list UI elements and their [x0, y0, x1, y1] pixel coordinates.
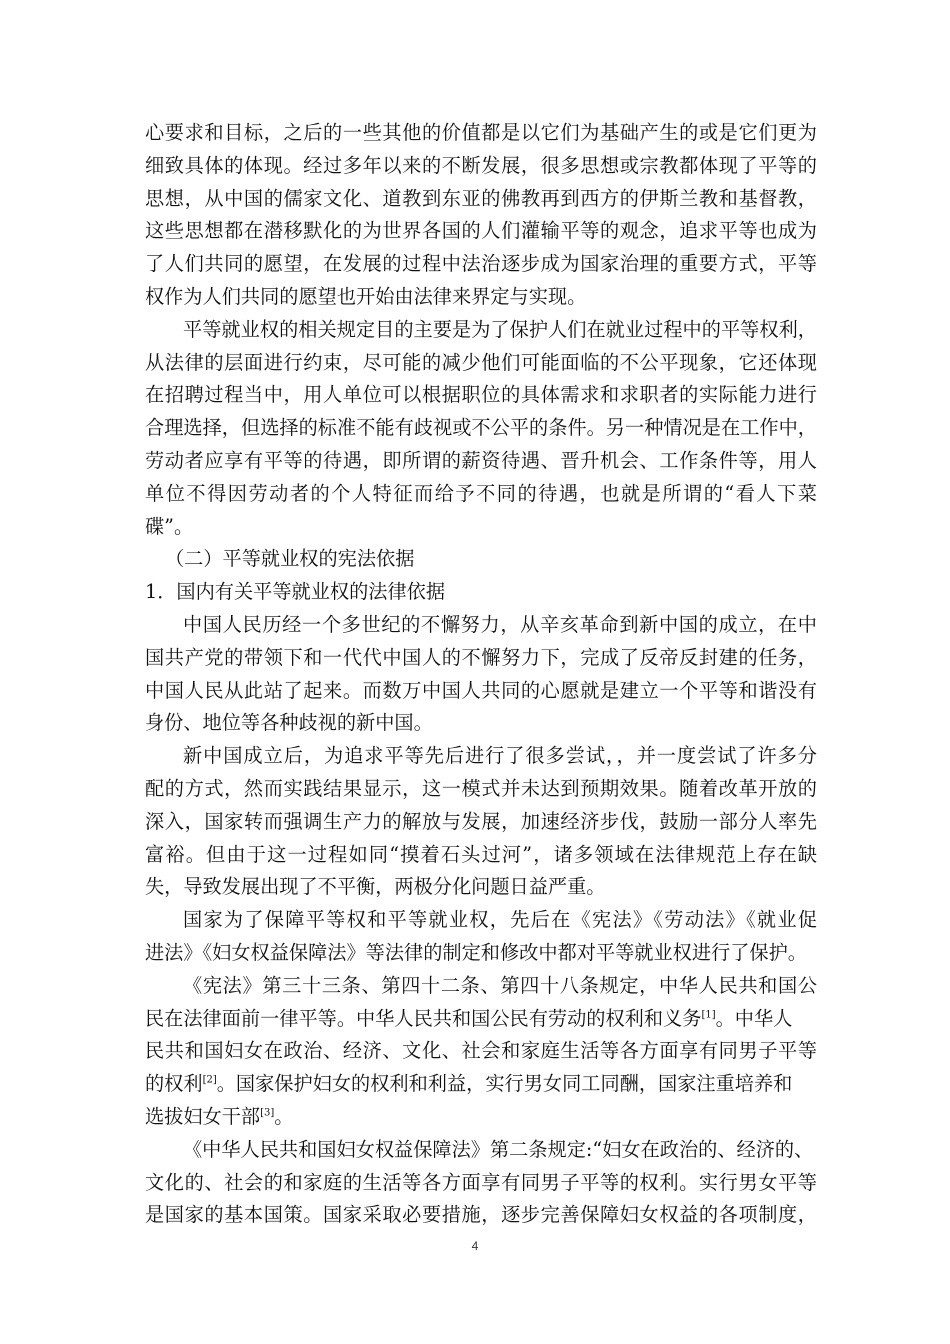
- page-number: 4: [471, 1239, 479, 1253]
- paragraph-first-line: 《中华人民共和国妇女权益保障法》第二条规定:“妇女在政治的、经济的、: [183, 1137, 814, 1161]
- text-line: 文化的、社会的和家庭的生活等各方面享有同男子平等的权利。实行男女平等: [145, 1170, 817, 1194]
- text-line: 细致具体的体现。经过多年以来的不断发展，很多思想或宗教都体现了平等的: [145, 153, 817, 177]
- body-text: [145, 117, 817, 1232]
- text-line: 国共产党的带领下和一代代中国人的不懈努力下，完成了反帝反封建的任务，: [145, 645, 817, 669]
- text-line: 进法》《妇女权益保障法》等法律的制定和修改中都对平等就业权进行了保护。: [145, 940, 807, 964]
- text-line: 失，导致发展出现了不平衡，两极分化问题日益严重。: [145, 875, 606, 899]
- paragraph-first-line: 平等就业权的相关规定目的主要是为了保护人们在就业过程中的平等权利，: [183, 317, 817, 341]
- citation-ref-1: [1]: [701, 1009, 716, 1021]
- text-line: 中国人民从此站了起来。而数万中国人共同的心愿就是建立一个平等和谐没有: [145, 678, 817, 702]
- text-line: 从法律的层面进行约束，尽可能的减少他们可能面临的不公平现象，它还体现: [145, 350, 817, 374]
- text-line: 权作为人们共同的愿望也开始由法律来界定与实现。: [145, 284, 587, 308]
- text-line: 在招聘过程当中，用人单位可以根据职位的具体需求和求职者的实际能力进行: [145, 383, 817, 407]
- text-line: 这些思想都在潜移默化的为世界各国的人们灌输平等的观念，追求平等也成为: [145, 219, 817, 243]
- citation-ref-2: [2]: [202, 1074, 217, 1086]
- text-segment: 。国家保护妇女的权利和利益，实行男女同工同酬，国家注重培养和: [216, 1072, 793, 1096]
- text-line: 民共和国妇女在政治、经济、文化、社会和家庭生活等各方面享有同男子平等: [145, 1039, 817, 1063]
- section-heading: （二）平等就业权的宪法依据: [165, 547, 415, 571]
- paragraph-first-line: 《宪法》第三十三条、第四十二条、第四十八条规定，中华人民共和国公: [183, 973, 817, 997]
- text-segment: 的权利: [145, 1072, 203, 1096]
- paragraph-first-line: 国家为了保障平等权和平等就业权，先后在《宪法》《劳动法》《就业促: [183, 908, 817, 932]
- text-segment: 。中华人: [715, 1006, 793, 1030]
- text-line: 配的方式，然而实践结果显示，这一模式并未达到预期效果。随着改革开放的: [145, 776, 817, 800]
- paragraph-first-line: 新中国成立后，为追求平等先后进行了很多尝试，，并一度尝试了许多分: [183, 744, 817, 768]
- text-segment: 民在法律面前一律平等。中华人民共和国公民有劳动的权利和义务: [145, 1006, 702, 1030]
- text-line: [145, 1101, 817, 1134]
- text-line: 富裕。但由于这一过程如同“摸着石头过河”，诸多领域在法律规范上存在缺: [145, 842, 817, 866]
- text-line: [145, 1003, 817, 1036]
- text-line: [145, 1068, 817, 1101]
- text-line: 思想，从中国的儒家文化、道教到东亚的佛教再到西方的伊斯兰教和基督教，: [145, 186, 817, 210]
- text-line: 是国家的基本国策。国家采取必要措施，逐步完善保障妇女权益的各项制度，: [145, 1203, 817, 1227]
- text-line: 深入，国家转而强调生产力的解放与发展，加速经济步伐，鼓励一部分人率先: [145, 809, 817, 833]
- text-line: 劳动者应享有平等的待遇，即所谓的薪资待遇、晋升机会、工作条件等，用人: [145, 448, 817, 472]
- text-line: 了人们共同的愿望，在发展的过程中法治逐步成为国家治理的重要方式，平等: [145, 252, 817, 276]
- text-line: 心要求和目标，之后的一些其他的价值都是以它们为基础产生的或是它们更为: [145, 121, 817, 144]
- subsection-heading: 1．国内有关平等就业权的法律依据: [145, 580, 446, 604]
- text-segment: 。: [274, 1104, 294, 1128]
- text-line: 单位不得因劳动者的个人特征而给予不同的待遇，也就是所谓的“看人下菜: [145, 481, 817, 505]
- text-line: 合理选择，但选择的标准不能有歧视或不公平的条件。另一种情况是在工作中，: [145, 416, 817, 440]
- citation-ref-3: [3]: [260, 1107, 275, 1119]
- text-segment: 选拔妇女干部: [145, 1104, 261, 1128]
- text-line: 身份、地位等各种歧视的新中国。: [145, 711, 433, 735]
- text-line: 碟”。: [145, 514, 194, 538]
- paragraph-first-line: 中国人民历经一个多世纪的不懈努力，从辛亥革命到新中国的成立，在中: [183, 612, 817, 636]
